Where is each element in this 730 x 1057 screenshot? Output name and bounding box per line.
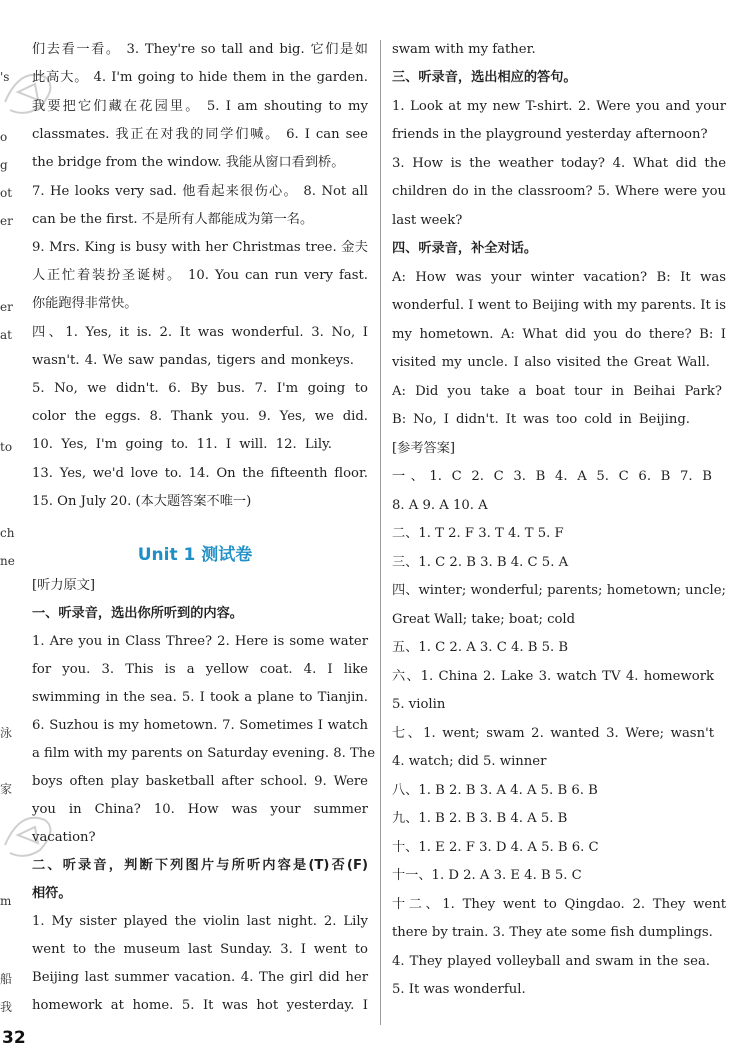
text-line: friends in the playground yesterday afternoon?: [392, 127, 708, 142]
text-line: 1. My sister played the violin last night. 2. Lily: [32, 914, 368, 929]
text-line: Beijing last summer vacation. 4. The girl did her: [32, 970, 368, 985]
edge-fragment: ch: [0, 526, 15, 540]
edge-fragment: ot: [0, 186, 13, 200]
edge-fragment: at: [0, 328, 12, 342]
text-line: 4. watch; did 5. winner: [392, 754, 547, 769]
text-line: there by train. 3. They ate some fish dumplings.: [392, 925, 713, 940]
text-line: A: How was your winter vacation? B: It was: [392, 270, 726, 285]
text-line: 我要把它们藏在花园里。 5. I am shouting to my: [32, 99, 368, 114]
page-number: 32: [2, 1028, 26, 1048]
text-line: last week?: [392, 213, 463, 228]
edge-fragment: er: [0, 300, 13, 314]
text-line: vacation?: [32, 830, 96, 845]
edge-fragment: 船: [0, 972, 13, 986]
text-line: homework at home. 5. It was hot yesterday. I: [32, 998, 368, 1013]
edge-fragment: g: [0, 158, 8, 172]
text-line: 5. It was wonderful.: [392, 982, 526, 997]
section-title: Unit 1 测试卷: [137, 545, 253, 565]
edge-fragment: 's: [0, 70, 10, 84]
text-line: 9. Mrs. King is busy with her Christmas tree. 金夫: [32, 240, 368, 255]
text-line: A: Did you take a boat tour in Beihai Park?: [392, 384, 722, 399]
adjacent-page-edge: [0, 0, 18, 1020]
text-line: went to the museum last Sunday. 3. I went to: [32, 942, 368, 957]
text-line: wonderful. I went to Beijing with my parents. It is: [392, 298, 726, 313]
edge-fragment: ne: [0, 554, 15, 568]
text-line: 15. On July 20. (本大题答案不唯一): [32, 494, 252, 509]
text-line: classmates. 我正在对我的同学们喊。 6. I can see: [32, 127, 368, 142]
text-line: swimming in the sea. 5. I took a plane to Tianjin.: [32, 690, 368, 705]
text-line: 4. They played volleyball and swam in the sea.: [392, 954, 710, 969]
text-line: 四、听录音，补全对话。: [392, 241, 538, 256]
text-line: 1. Are you in Class Three? 2. Here is some water: [32, 634, 368, 649]
text-line: 相符。: [32, 886, 72, 901]
edge-fragment: 家: [0, 782, 13, 796]
text-line: 们去看一看。 3. They're so tall and big. 它们是如: [32, 42, 368, 57]
text-line: 九、1. B 2. B 3. B 4. A 5. B: [392, 811, 568, 826]
text-line: a film with my parents on Saturday evening. 8. The: [32, 746, 376, 761]
text-line: 一、听录音，选出你所听到的内容。: [32, 606, 243, 621]
text-line: 八、1. B 2. B 3. A 4. A 5. B 6. B: [392, 783, 598, 798]
edge-fragment: er: [0, 214, 13, 228]
text-line: 5. No, we didn't. 6. By bus. 7. I'm going to: [32, 381, 368, 396]
text-line: the bridge from the window. 我能从窗口看到桥。: [32, 155, 345, 170]
text-line: [听力原文]: [32, 578, 96, 593]
text-line: Great Wall; take; boat; cold: [392, 612, 576, 627]
edge-fragment: m: [0, 894, 12, 908]
text-line: 七、1. went; swam 2. wanted 3. Were; wasn't: [392, 726, 714, 741]
text-line: 十、1. E 2. F 3. D 4. A 5. B 6. C: [392, 840, 599, 855]
text-line: [参考答案]: [392, 441, 456, 456]
text-line: 1. Look at my new T-shirt. 2. Were you and your: [392, 99, 726, 114]
text-line: 五、1. C 2. A 3. C 4. B 5. B: [392, 640, 569, 655]
text-line: 四、winter; wonderful; parents; hometown; uncle;: [392, 583, 726, 598]
text-line: swam with my father.: [392, 42, 536, 57]
text-line: 6. Suzhou is my hometown. 7. Sometimes I watch: [32, 718, 368, 733]
text-line: 二、1. T 2. F 3. T 4. T 5. F: [392, 526, 564, 541]
text-line: 你能跑得非常快。: [32, 296, 138, 311]
edge-fragment: to: [0, 440, 13, 454]
text-line: B: No, I didn't. It was too cold in Beijing.: [392, 412, 690, 427]
text-line: color the eggs. 8. Thank you. 9. Yes, we did.: [32, 409, 368, 424]
text-line: 三、1. C 2. B 3. B 4. C 5. A: [392, 555, 569, 570]
edge-fragment: 我: [0, 1000, 13, 1014]
text-line: 8. A 9. A 10. A: [392, 498, 488, 513]
text-line: 十一、1. D 2. A 3. E 4. B 5. C: [392, 868, 582, 883]
text-line: you in China? 10. How was your summer: [32, 802, 368, 817]
text-line: children do in the classroom? 5. Where were you: [392, 184, 726, 199]
text-line: 六、1. China 2. Lake 3. watch TV 4. homework: [392, 669, 714, 684]
text-line: boys often play basketball after school. 9. Were: [32, 774, 368, 789]
text-line: 13. Yes, we'd love to. 14. On the fifteenth floor.: [32, 466, 368, 481]
text-line: my hometown. A: What did you do there? B: I: [392, 327, 726, 342]
text-line: 二、听录音，判断下列图片与所听内容是(T)否(F): [32, 858, 368, 873]
text-line: 7. He looks very sad. 他看起来很伤心。 8. Not all: [32, 184, 368, 199]
text-line: 此高大。 4. I'm going to hide them in the garden.: [32, 70, 368, 85]
text-line: for you. 3. This is a yellow coat. 4. I like: [32, 662, 368, 677]
edge-fragment: o: [0, 130, 8, 144]
edge-fragment: 泳: [0, 726, 13, 740]
text-line: 一、1. C 2. C 3. B 4. A 5. C 6. B 7. B: [392, 469, 712, 484]
text-line: 四、1. Yes, it is. 2. It was wonderful. 3. No, I: [32, 325, 368, 340]
column-divider: [380, 40, 381, 1025]
text-line: visited my uncle. I also visited the Great Wall.: [392, 355, 710, 370]
text-line: can be the first. 不是所有人都能成为第一名。: [32, 212, 314, 227]
text-line: 人正忙着装扮圣诞树。 10. You can run very fast.: [32, 268, 368, 283]
text-line: 三、听录音，选出相应的答句。: [392, 70, 577, 85]
text-line: 3. How is the weather today? 4. What did the: [392, 156, 726, 171]
text-line: 5. violin: [392, 697, 446, 712]
text-line: 十二、1. They went to Qingdao. 2. They went: [392, 897, 726, 912]
text-line: wasn't. 4. We saw pandas, tigers and monkeys.: [32, 353, 354, 368]
text-line: 10. Yes, I'm going to. 11. I will. 12. Lily.: [32, 437, 332, 452]
